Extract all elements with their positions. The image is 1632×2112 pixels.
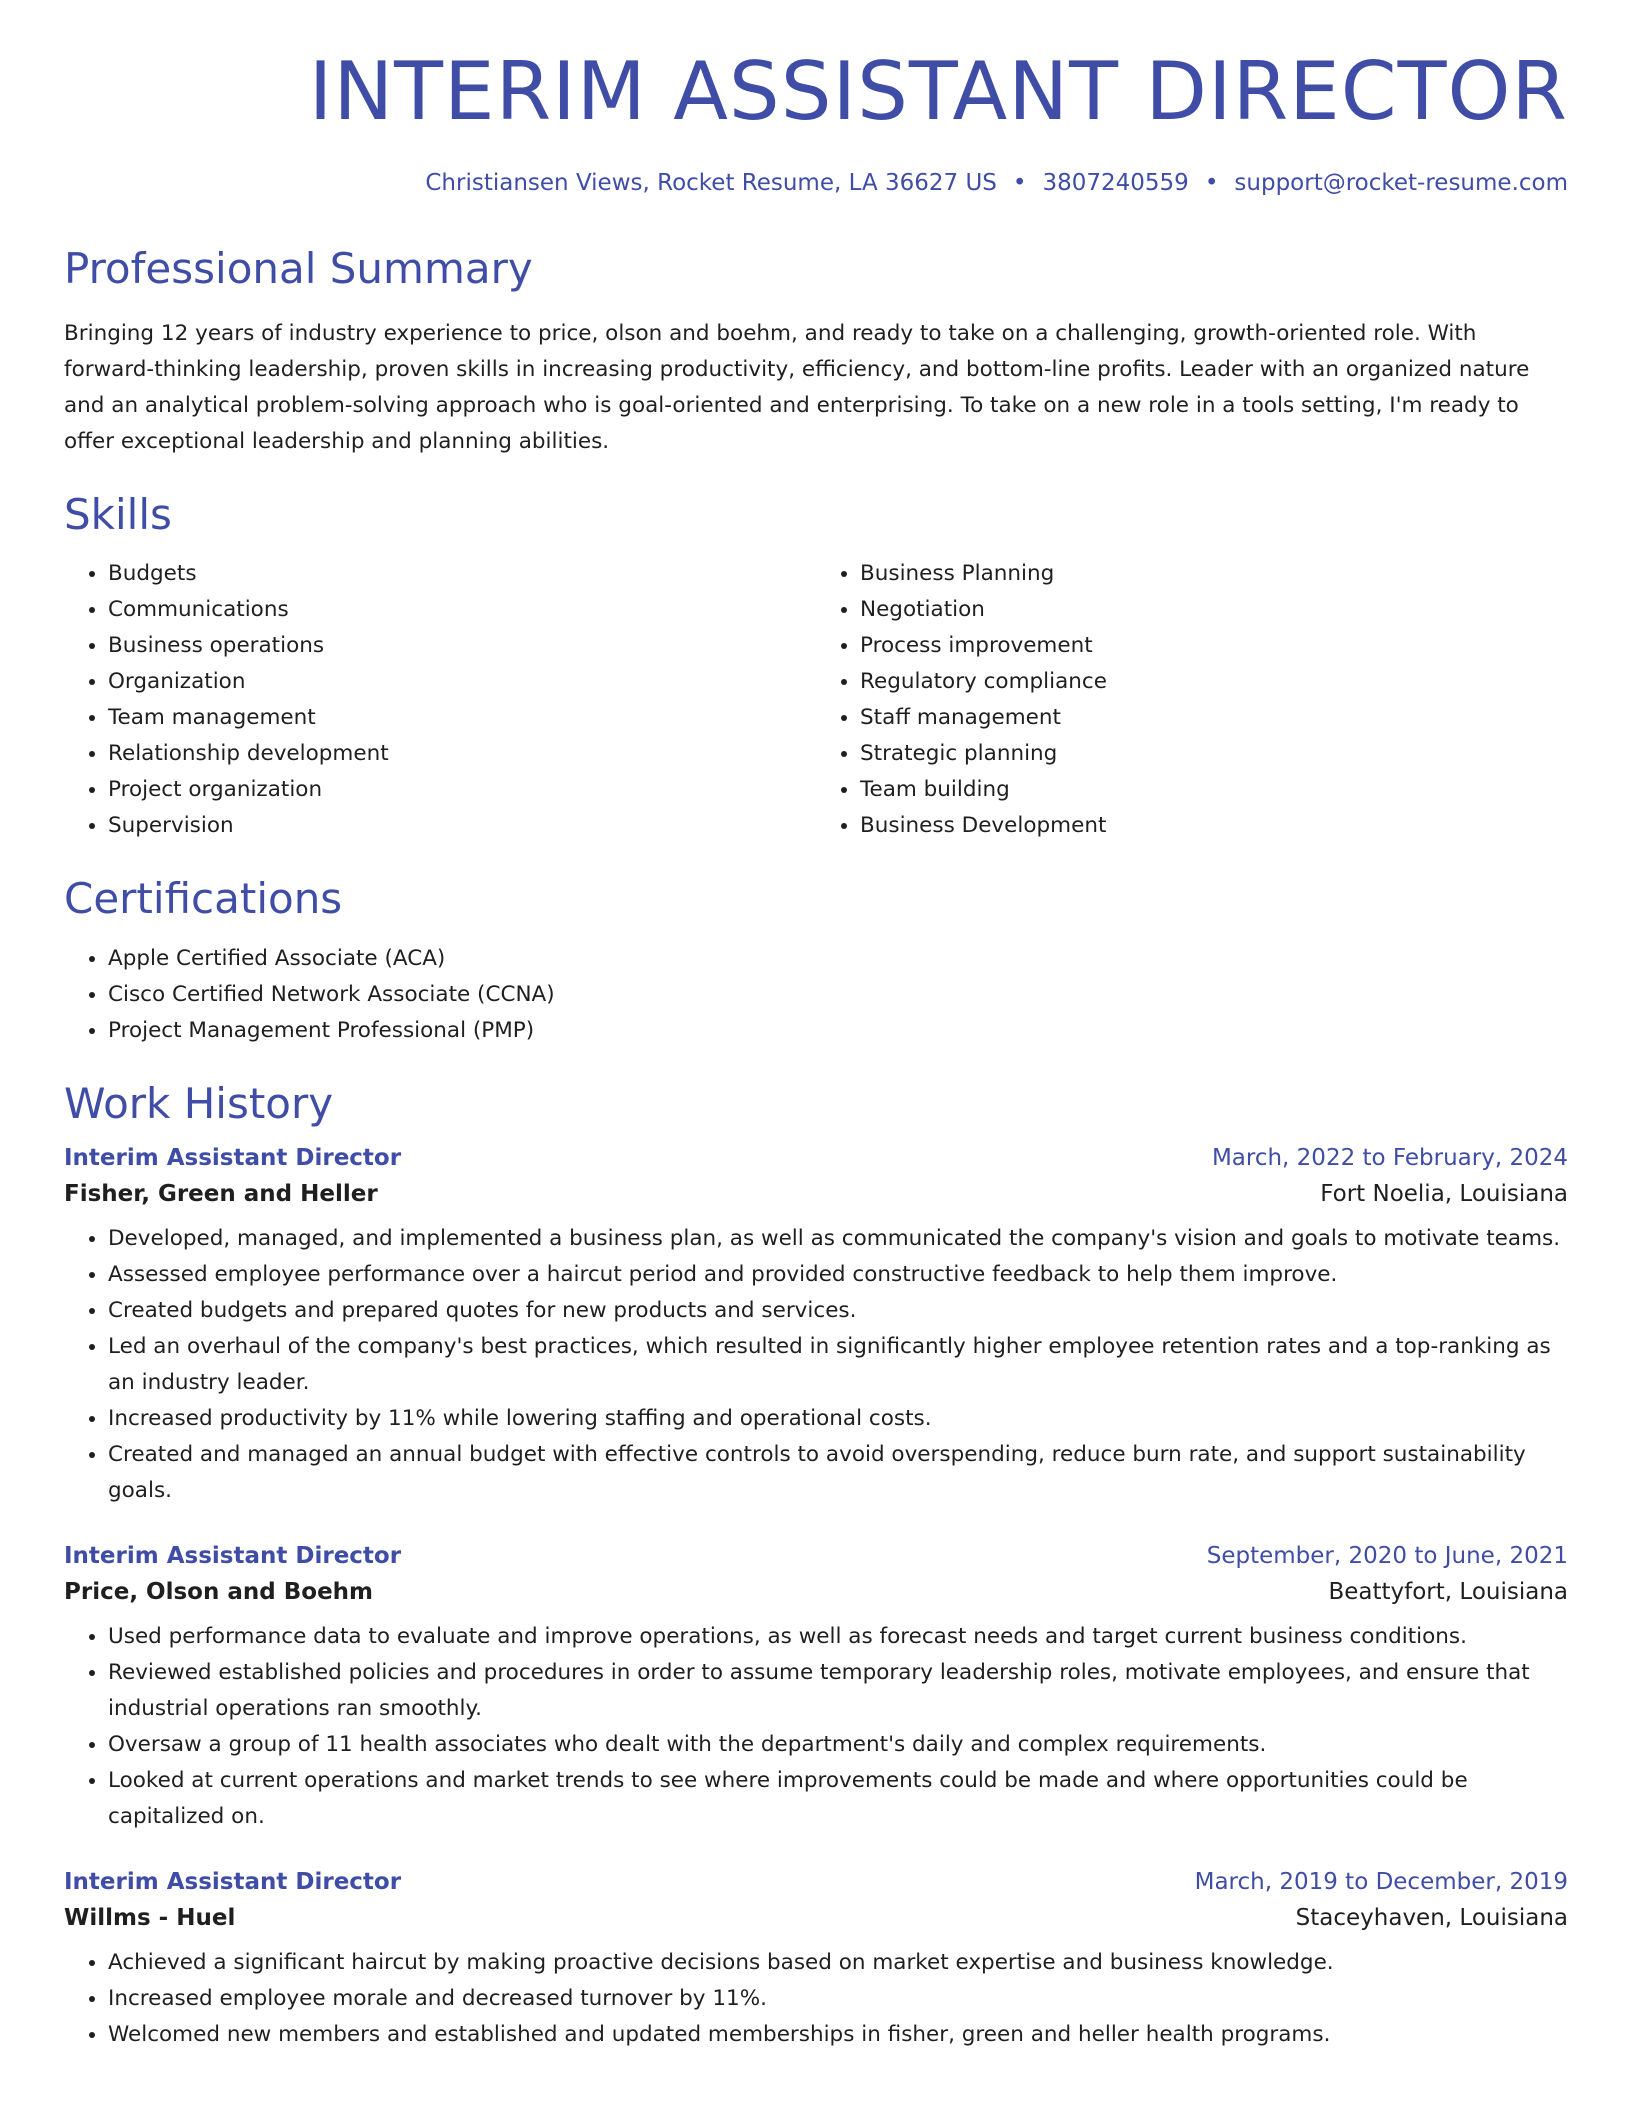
summary-heading: Professional Summary <box>64 244 533 293</box>
job-title: Interim Assistant Director <box>64 1144 402 1171</box>
job-duties-list <box>64 1221 1568 1509</box>
skill-item: • Project organization <box>108 772 816 808</box>
job-dates: March, 2022 to February, 2024 <box>1211 1144 1568 1171</box>
job-title: Interim Assistant Director <box>64 1542 402 1569</box>
skill-item: • Communications <box>108 592 816 628</box>
job-duty-item: • Looked at current operations and market trends to see where improvements could be made and where opportunities could be capitalized on. <box>108 1763 1568 1835</box>
skills-list-left <box>64 556 816 844</box>
job-duty-item: • Created and managed an annual budget with effective controls to avoid overspending, reduce burn rate, and support sustainability goals. <box>108 1437 1568 1509</box>
job-location: Staceyhaven, Louisiana <box>1295 1904 1568 1931</box>
skill-item: • Negotiation <box>860 592 1568 628</box>
contact-email[interactable]: support@rocket-resume.com <box>1234 170 1568 196</box>
job-duty-item: • Achieved a significant haircut by making proactive decisions based on market expertise and business knowledge. <box>108 1945 1568 1981</box>
certification-item: • Cisco Certified Network Associate (CCNA) <box>108 977 1568 1013</box>
job-entry <box>64 1145 1568 1509</box>
skill-item: • Organization <box>108 664 816 700</box>
skill-item: • Strategic planning <box>860 736 1568 772</box>
job-title-row <box>64 1543 1568 1569</box>
job-title: Interim Assistant Director <box>64 1868 402 1895</box>
certifications-section <box>64 876 1568 1048</box>
skill-item: • Staff management <box>860 700 1568 736</box>
job-company: Willms - Huel <box>64 1904 236 1931</box>
job-company: Fisher, Green and Heller <box>64 1180 378 1207</box>
certifications-list <box>64 941 1568 1049</box>
skills-heading: Skills <box>64 490 172 540</box>
skill-item: • Business Planning <box>860 556 1568 592</box>
certification-item: • Project Management Professional (PMP) <box>108 1013 1568 1049</box>
job-dates: September, 2020 to June, 2021 <box>1206 1542 1568 1569</box>
skill-item: • Business Development <box>860 808 1568 844</box>
work-history-heading: Work History <box>64 1078 334 1128</box>
contact-address: Christiansen Views, Rocket Resume, LA 36627 US <box>425 170 997 196</box>
certifications-heading: Certifications <box>64 874 343 924</box>
job-duty-item: • Led an overhaul of the company's best practices, which resulted in significantly higher employee retention rates and a top-ranking as an industry leader. <box>108 1329 1568 1401</box>
job-duty-item: • Developed, managed, and implemented a business plan, as well as communicated the company's vision and goals to motivate teams. <box>108 1221 1568 1257</box>
job-duty-item: • Reviewed established policies and procedures in order to assume temporary leadership roles, motivate employees, and ensure that industrial operations ran smoothly. <box>108 1655 1568 1727</box>
skill-item: • Budgets <box>108 556 816 592</box>
job-duty-item: • Oversaw a group of 11 health associates who dealt with the department's daily and complex requirements. <box>108 1727 1568 1763</box>
contact-separator: • <box>1012 170 1027 196</box>
job-duty-item: • Created budgets and prepared quotes for new products and services. <box>108 1293 1568 1329</box>
summary-text: Bringing 12 years of industry experience to price, olson and boehm, and ready to take on a challenging, growth-oriented role. With forward-thinking leadership, proven skills in increasing productivity, efficiency, and bottom-line profits. Leader with an organized nature and an analytical problem-solving approach who is goal-oriented and enterprising. To take on a new role in a tools setting, I'm ready to offer exceptional leadership and planning abilities. <box>64 321 1530 455</box>
contact-line <box>64 170 1568 196</box>
job-title-row <box>64 1869 1568 1895</box>
skills-columns <box>64 556 1568 844</box>
certification-item: • Apple Certified Associate (ACA) <box>108 941 1568 977</box>
job-duty-item: • Assessed employee performance over a haircut period and provided constructive feedback to help them improve. <box>108 1257 1568 1293</box>
skill-item: • Regulatory compliance <box>860 664 1568 700</box>
job-duties-list <box>64 1945 1568 2053</box>
job-duty-item: • Welcomed new members and established and updated memberships in fisher, green and heller health programs. <box>108 2017 1568 2053</box>
skill-item: • Business operations <box>108 628 816 664</box>
skill-item: • Process improvement <box>860 628 1568 664</box>
contact-phone: 3807240559 <box>1042 170 1189 196</box>
skill-item: • Team management <box>108 700 816 736</box>
skill-item: • Team building <box>860 772 1568 808</box>
job-company-row <box>64 1171 1568 1207</box>
skills-list-right <box>816 556 1568 844</box>
job-dates: March, 2019 to December, 2019 <box>1194 1868 1568 1895</box>
contact-separator: • <box>1204 170 1219 196</box>
skill-item: • Supervision <box>108 808 816 844</box>
job-duty-item: • Increased productivity by 11% while lowering staffing and operational costs. <box>108 1401 1568 1437</box>
summary-section <box>64 246 1568 460</box>
skill-item: • Relationship development <box>108 736 816 772</box>
job-duty-item: • Increased employee morale and decreased turnover by 11%. <box>108 1981 1568 2017</box>
job-location: Fort Noelia, Louisiana <box>1320 1180 1568 1207</box>
job-company-row <box>64 1569 1568 1605</box>
jobs-container <box>64 1145 1568 2053</box>
job-title-row <box>64 1145 1568 1171</box>
work-history-section <box>64 1078 1568 2053</box>
skills-section <box>64 492 1568 844</box>
job-company-row <box>64 1895 1568 1931</box>
job-company: Price, Olson and Boehm <box>64 1578 374 1605</box>
page-title: INTERIM ASSISTANT DIRECTOR <box>308 45 1568 138</box>
resume-header <box>64 0 1568 196</box>
job-location: Beattyfort, Louisiana <box>1328 1578 1568 1605</box>
job-duty-item: • Used performance data to evaluate and improve operations, as well as forecast needs and target current business conditions. <box>108 1619 1568 1655</box>
job-duties-list <box>64 1619 1568 1835</box>
job-entry <box>64 1869 1568 2053</box>
job-entry <box>64 1543 1568 1835</box>
